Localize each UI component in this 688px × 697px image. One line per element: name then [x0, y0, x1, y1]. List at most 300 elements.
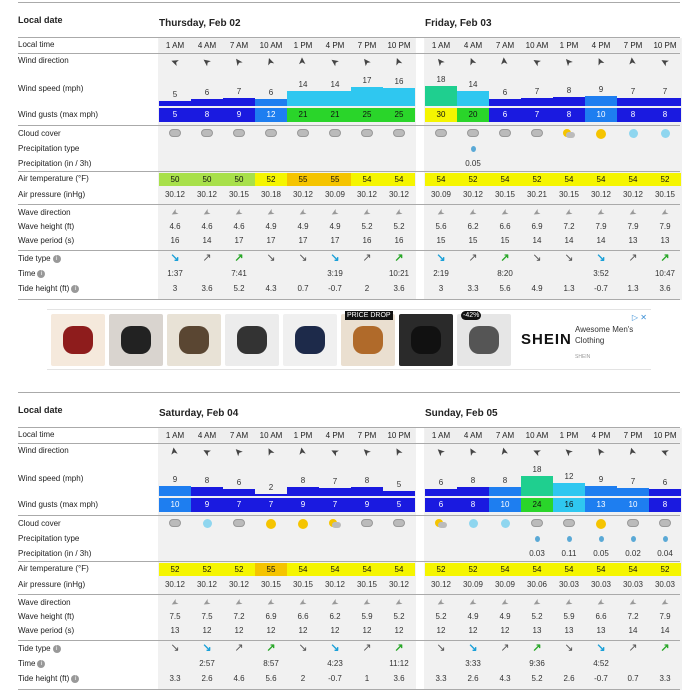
- tide-height-value: 2.6: [467, 674, 479, 683]
- wave-direction-cell: [649, 208, 681, 218]
- row-label-precip-type: [18, 534, 154, 543]
- partly-sunny-icon: [329, 519, 341, 529]
- wave-arrow-icon: ➤: [297, 596, 309, 610]
- wave-direction-cell: [425, 208, 457, 218]
- cloud-icon: [531, 519, 543, 527]
- wave-direction-cell: [585, 208, 617, 218]
- tide-arrow-icon: ↘: [564, 252, 574, 264]
- wave-arrow-icon: ➤: [201, 596, 213, 610]
- boots-product-image[interactable]: [341, 314, 395, 366]
- low-tide-icon: ↘: [330, 642, 340, 654]
- air-temperature-cell: 54: [617, 173, 649, 186]
- wind-arrow-icon: ➤: [433, 444, 448, 459]
- cloud-cover-cell: [521, 519, 553, 529]
- air-temperature-cell: 54: [383, 173, 415, 186]
- wind-direction-cell: [287, 56, 319, 66]
- wave-period-value: 17: [330, 236, 340, 245]
- wind-speed-bar: [521, 98, 553, 106]
- cloud-icon: [169, 129, 181, 137]
- wind-direction-cell: [255, 56, 287, 66]
- moon-icon: [629, 129, 638, 138]
- ad-headline[interactable]: [575, 324, 633, 346]
- info-icon[interactable]: i: [71, 285, 79, 293]
- wind-gust-cell: 7: [223, 498, 255, 512]
- air-pressure-value: 30.06: [526, 580, 548, 589]
- air-pressure-value: 30.12: [462, 190, 484, 199]
- row-label-wind-direction: [18, 56, 154, 65]
- tide-arrow-icon: ↗: [468, 252, 478, 264]
- air-temperature-cell: 54: [489, 563, 521, 576]
- tide-arrow-icon: ↘: [564, 642, 574, 654]
- row-label-text: Wave direction: [18, 208, 71, 217]
- wind-arrow-icon: ➤: [359, 444, 374, 459]
- wind-speed-value: 7: [236, 87, 242, 97]
- time-header: 10 PM: [649, 39, 681, 52]
- wind-speed-bar: [191, 487, 223, 496]
- cloud-cover-cell: [159, 519, 191, 529]
- wind-direction-cell: [521, 54, 553, 69]
- wind-speed-value: 12: [564, 471, 574, 481]
- time-header: 1 AM: [159, 429, 191, 442]
- time-header: 4 AM: [191, 429, 223, 442]
- cloud-cover-cell: [489, 129, 521, 139]
- row-label-text: Local time: [18, 430, 55, 439]
- wind-direction-cell: [319, 54, 351, 69]
- tide-height-value: 1.3: [627, 284, 639, 293]
- row-label-text: Wind direction: [18, 446, 69, 455]
- wave-period-value: 15: [468, 236, 478, 245]
- tide-time-value: 11:12: [389, 659, 409, 668]
- air-temperature-cell: 54: [383, 563, 415, 576]
- tide-type-cell: [617, 643, 649, 654]
- row-label-text: Tide type: [18, 644, 51, 653]
- wind-speed-value: 8: [470, 476, 476, 486]
- wave-arrow-icon: ➤: [595, 596, 607, 610]
- air-temperature-cell: 52: [425, 563, 457, 576]
- wind-gust-cell: 21: [319, 108, 351, 122]
- wind-gust-cell: 24: [521, 498, 553, 512]
- product-shape: [411, 326, 441, 354]
- row-label-wind-speed: [18, 84, 154, 93]
- time-header: 7 AM: [489, 429, 521, 442]
- time-header: 7 AM: [489, 39, 521, 52]
- wave-height-value: 5.9: [361, 612, 373, 621]
- tide-arrow-icon: ↘: [436, 642, 446, 654]
- time-header: 1 PM: [553, 39, 585, 52]
- row-label-wave-height: [18, 612, 154, 621]
- wave-height-value: 4.9: [329, 222, 341, 231]
- wave-height-value: 4.9: [265, 222, 277, 231]
- precipitation-value: 0.03: [529, 549, 545, 558]
- wind-direction-cell: [223, 56, 255, 66]
- tide-type-cell: [319, 643, 351, 654]
- wave-height-value: 7.5: [201, 612, 213, 621]
- wave-height-value: 5.9: [563, 612, 575, 621]
- wave-height-value: 5.2: [361, 222, 373, 231]
- info-icon[interactable]: i: [53, 255, 61, 263]
- air-temperature-cell: 52: [521, 173, 553, 186]
- wind-direction-cell: [287, 446, 319, 456]
- wind-arrow-icon: ➤: [530, 444, 543, 459]
- wind-direction-cell: [255, 446, 287, 456]
- advertisement-banner[interactable]: [47, 309, 651, 370]
- wave-direction-cell: [223, 208, 255, 218]
- tide-type-cell: [617, 253, 649, 264]
- wind-arrow-icon: ➤: [626, 445, 639, 457]
- product-shape: [237, 326, 267, 354]
- wind-speed-bar: [649, 489, 681, 496]
- row-label-precip: [18, 549, 154, 558]
- wave-direction-cell: [383, 598, 415, 608]
- wave-height-value: 7.5: [169, 612, 181, 621]
- tide-arrow-icon: ↘: [170, 642, 180, 654]
- air-pressure-value: 30.09: [494, 580, 516, 589]
- wind-arrow-icon: ➤: [391, 55, 406, 68]
- wave-direction-cell: [351, 208, 383, 218]
- cloud-cover-cell: [159, 129, 191, 139]
- wind-speed-bar: [287, 487, 319, 496]
- tide-time-value: 7:41: [231, 269, 247, 278]
- tide-type-cell: [457, 253, 489, 264]
- time-header: 4 AM: [457, 39, 489, 52]
- wave-period-value: 12: [394, 626, 404, 635]
- row-divider: [18, 515, 680, 516]
- shoe-product-image[interactable]: [457, 314, 511, 366]
- air-temperature-cell: 54: [521, 563, 553, 576]
- cloud-icon: [297, 129, 309, 137]
- wave-period-value: 17: [298, 236, 308, 245]
- rain-drop-icon: [535, 536, 540, 542]
- wind-direction-cell: [159, 446, 191, 456]
- wave-direction-cell: [223, 598, 255, 608]
- cloud-icon: [499, 129, 511, 137]
- wind-speed-value: 8: [300, 476, 306, 486]
- air-pressure-value: 30.12: [196, 580, 218, 589]
- time-header: 4 AM: [457, 429, 489, 442]
- wave-period-value: 13: [532, 626, 542, 635]
- tide-arrow-icon: ↗: [362, 642, 372, 654]
- time-header: 4 PM: [585, 39, 617, 52]
- wind-direction-cell: [425, 54, 457, 69]
- wind-arrow-icon: ➤: [498, 56, 511, 66]
- air-pressure-value: 30.12: [388, 580, 410, 589]
- wind-arrow-icon: ➤: [593, 55, 608, 68]
- row-label-text: Wind direction: [18, 56, 69, 65]
- wave-height-value: 6.6: [499, 222, 511, 231]
- wind-gust-cell: 5: [159, 108, 191, 122]
- wind-gust-cell: 30: [425, 108, 457, 122]
- air-pressure-value: 30.15: [292, 580, 314, 589]
- row-divider: [18, 594, 680, 595]
- product-shape: [63, 326, 93, 354]
- air-temperature-cell: 52: [255, 173, 287, 186]
- wind-speed-bar: [255, 494, 287, 496]
- wave-direction-cell: [521, 598, 553, 608]
- wave-height-value: 6.9: [265, 612, 277, 621]
- product-shape: [121, 326, 151, 354]
- ad-close-icon[interactable]: ▷ ✕: [631, 313, 647, 322]
- tide-height-value: 5.6: [265, 674, 277, 683]
- wave-arrow-icon: ➤: [361, 206, 373, 220]
- tide-arrow-icon: ↗: [500, 642, 510, 654]
- low-tide-icon: ↘: [202, 642, 212, 654]
- low-tide-icon: ↘: [596, 642, 606, 654]
- row-label-text: Air temperature (°F): [18, 174, 89, 183]
- cloud-cover-cell: [191, 129, 223, 139]
- wind-speed-value: 7: [332, 477, 338, 487]
- wind-speed-bar: [351, 87, 383, 106]
- wind-direction-cell: [521, 444, 553, 459]
- bag-product-image[interactable]: [399, 314, 453, 366]
- row-label-text: Precipitation (in / 3h): [18, 549, 92, 558]
- high-tide-icon: ↗: [500, 252, 510, 264]
- cloud-icon: [329, 129, 341, 137]
- wind-direction-cell: [617, 56, 649, 66]
- wave-height-value: 7.2: [563, 222, 575, 231]
- tide-type-cell: [585, 253, 617, 264]
- air-pressure-value: 30.15: [260, 580, 282, 589]
- tide-type-cell: [649, 643, 681, 654]
- row-label-text: Wave height (ft): [18, 612, 75, 621]
- wind-gust-cell: 6: [489, 108, 521, 122]
- wave-arrow-icon: ➤: [201, 206, 213, 220]
- air-pressure-value: 30.09: [324, 190, 346, 199]
- wind-arrow-icon: ➤: [498, 445, 511, 457]
- wave-direction-cell: [319, 208, 351, 218]
- info-icon[interactable]: i: [71, 675, 79, 683]
- wind-arrow-icon: ➤: [168, 54, 181, 69]
- wind-gust-cell: 8: [457, 498, 489, 512]
- high-tide-icon: ↗: [660, 642, 670, 654]
- high-tide-icon: ↗: [234, 252, 244, 264]
- wave-period-value: 12: [468, 626, 478, 635]
- wind-arrow-icon: ➤: [328, 444, 342, 459]
- info-icon[interactable]: i: [37, 660, 45, 668]
- air-temperature-cell: 55: [287, 173, 319, 186]
- tide-time-value: 3:19: [327, 269, 343, 278]
- row-label-wind-gusts: [18, 500, 154, 509]
- cloud-cover-cell: [255, 129, 287, 139]
- tide-height-value: 3.3: [435, 674, 447, 683]
- cloud-cover-cell: [617, 519, 649, 529]
- tide-height-value: 3: [438, 284, 444, 293]
- sun-icon: [596, 519, 606, 529]
- wind-speed-value: 18: [436, 75, 446, 85]
- tide-time-value: 4:52: [593, 659, 609, 668]
- wind-speed-bar: [553, 97, 585, 106]
- row-label-text: Local time: [18, 40, 55, 49]
- row-label-text: Time: [18, 659, 36, 668]
- product-shape: [469, 326, 499, 354]
- wave-arrow-icon: ➤: [659, 596, 671, 610]
- wind-speed-bar: [255, 99, 287, 106]
- wave-direction-cell: [159, 598, 191, 608]
- wind-gust-cell: 6: [425, 498, 457, 512]
- wind-speed-value: 6: [204, 88, 210, 98]
- time-header: 4 PM: [585, 429, 617, 442]
- rain-drop-icon: [631, 536, 636, 542]
- wave-height-value: 6.6: [297, 612, 309, 621]
- wind-gust-cell: 13: [585, 498, 617, 512]
- cloud-icon: [169, 519, 181, 527]
- row-label-text: Wave height (ft): [18, 222, 75, 231]
- air-temperature-cell: 54: [287, 563, 319, 576]
- cloud-icon: [361, 519, 373, 527]
- air-temperature-cell: 54: [319, 563, 351, 576]
- wind-speed-bar: [617, 98, 649, 106]
- row-divider: [18, 443, 680, 444]
- cloud-cover-cell: [425, 519, 457, 531]
- wind-speed-value: 6: [236, 478, 242, 488]
- wind-direction-cell: [649, 444, 681, 459]
- discount-badge: -42%: [463, 312, 480, 319]
- time-header: 10 AM: [255, 429, 287, 442]
- ad-line-1: Awesome Men's: [575, 325, 634, 334]
- low-tide-icon: ↘: [468, 642, 478, 654]
- cap-product-image[interactable]: [51, 314, 105, 366]
- row-label-air-pressure: [18, 190, 154, 199]
- precipitation-value: 0.05: [465, 159, 481, 168]
- wave-arrow-icon: ➤: [233, 206, 245, 220]
- time-header: 7 PM: [617, 39, 649, 52]
- day-title: Sunday, Feb 05: [425, 408, 498, 419]
- wave-period-value: 14: [628, 626, 638, 635]
- wave-arrow-icon: ➤: [435, 206, 447, 220]
- wave-direction-cell: [489, 208, 521, 218]
- tide-height-value: 4.6: [233, 674, 245, 683]
- wind-speed-value: 2: [268, 482, 274, 492]
- row-label-air-temp: [18, 174, 154, 183]
- time-header: 10 AM: [521, 429, 553, 442]
- wind-speed-value: 8: [566, 86, 572, 96]
- info-icon[interactable]: i: [53, 645, 61, 653]
- row-label-text: Precipitation (in / 3h): [18, 159, 92, 168]
- time-header: 10 PM: [383, 39, 415, 52]
- wind-arrow-icon: ➤: [433, 54, 448, 69]
- shirt-product-image[interactable]: [283, 314, 337, 366]
- time-header: 10 AM: [255, 39, 287, 52]
- tide-type-cell: [223, 643, 255, 654]
- wave-direction-cell: [489, 598, 521, 608]
- row-label-wave-direction: [18, 598, 154, 607]
- tide-time-value: 1:37: [167, 269, 183, 278]
- tide-height-value: 3.6: [393, 284, 405, 293]
- tide-height-value: 4.9: [531, 284, 543, 293]
- wind-gust-cell: 9: [223, 108, 255, 122]
- tide-height-value: 5.2: [531, 674, 543, 683]
- moon-icon: [661, 129, 670, 138]
- wave-arrow-icon: ➤: [169, 206, 181, 220]
- wave-direction-cell: [255, 598, 287, 608]
- air-pressure-value: 30.21: [526, 190, 548, 199]
- wind-speed-bar: [383, 88, 415, 106]
- wind-direction-cell: [351, 56, 383, 66]
- info-icon[interactable]: i: [37, 270, 45, 278]
- wave-period-value: 13: [660, 236, 670, 245]
- wave-direction-cell: [287, 598, 319, 608]
- wind-speed-bar: [319, 488, 351, 496]
- row-divider: [18, 427, 680, 428]
- cloud-part: [332, 522, 341, 528]
- air-temperature-cell: 52: [223, 563, 255, 576]
- wave-height-value: 6.6: [595, 612, 607, 621]
- wave-direction-cell: [457, 598, 489, 608]
- block-top-border: [18, 392, 680, 393]
- wave-period-value: 14: [660, 626, 670, 635]
- wind-speed-value: 7: [534, 87, 540, 97]
- wave-height-value: 4.9: [467, 612, 479, 621]
- wave-arrow-icon: ➤: [361, 596, 373, 610]
- high-tide-icon: ↗: [394, 642, 404, 654]
- wind-speed-bar: [223, 489, 255, 496]
- wind-speed-bar: [287, 91, 319, 106]
- tide-arrow-icon: ↘: [532, 252, 542, 264]
- wave-direction-cell: [585, 598, 617, 608]
- wave-height-value: 7.9: [659, 612, 671, 621]
- rain-drop-icon: [663, 536, 668, 542]
- wave-height-value: 7.2: [627, 612, 639, 621]
- glove-product-image[interactable]: [225, 314, 279, 366]
- precipitation-type-cell: [553, 535, 585, 544]
- precipitation-type-cell: [521, 535, 553, 544]
- air-pressure-value: 30.12: [430, 580, 452, 589]
- cloud-cover-cell: [553, 129, 585, 141]
- jacket-product-image[interactable]: [109, 314, 163, 366]
- wave-period-value: 15: [436, 236, 446, 245]
- product-shape: [353, 326, 383, 354]
- cloud-part: [438, 522, 447, 528]
- product-shape: [295, 326, 325, 354]
- wind-speed-bar: [521, 476, 553, 496]
- wave-direction-cell: [255, 208, 287, 218]
- wind-direction-cell: [553, 54, 585, 69]
- cloud-cover-cell: [223, 129, 255, 139]
- wind-gust-cell: 9: [351, 498, 383, 512]
- tide-height-value: 2: [300, 674, 306, 683]
- tide-time-value: 2:19: [433, 269, 449, 278]
- wind-speed-value: 8: [204, 476, 210, 486]
- cap2-product-image[interactable]: [167, 314, 221, 366]
- air-pressure-value: 30.03: [654, 580, 676, 589]
- moon-icon: [203, 519, 212, 528]
- wind-arrow-icon: ➤: [359, 54, 374, 68]
- wind-speed-value: 9: [598, 475, 604, 485]
- wind-speed-value: 14: [298, 79, 308, 89]
- row-label-text: Wave direction: [18, 598, 71, 607]
- cloud-cover-cell: [457, 129, 489, 139]
- air-temperature-cell: 55: [319, 173, 351, 186]
- low-tide-icon: ↘: [330, 252, 340, 264]
- wind-direction-cell: [489, 56, 521, 66]
- row-divider: [18, 640, 680, 641]
- row-label-text: Local date: [18, 405, 63, 415]
- tide-time-value: 4:23: [327, 659, 343, 668]
- wave-arrow-icon: ➤: [265, 206, 277, 220]
- shein-logo[interactable]: SHEIN: [521, 331, 572, 348]
- wave-direction-cell: [191, 598, 223, 608]
- wind-speed-value: 18: [532, 465, 542, 475]
- row-label-precip-type: [18, 144, 154, 153]
- moon-icon: [469, 519, 478, 528]
- cloud-part: [566, 132, 575, 138]
- tide-type-cell: [351, 253, 383, 264]
- row-label-text: Wave period (s): [18, 236, 75, 245]
- air-temperature-cell: 54: [553, 563, 585, 576]
- row-label-text: Tide type: [18, 254, 51, 263]
- air-pressure-value: 30.03: [622, 580, 644, 589]
- tide-height-value: 3.6: [201, 284, 213, 293]
- time-header: 7 PM: [617, 429, 649, 442]
